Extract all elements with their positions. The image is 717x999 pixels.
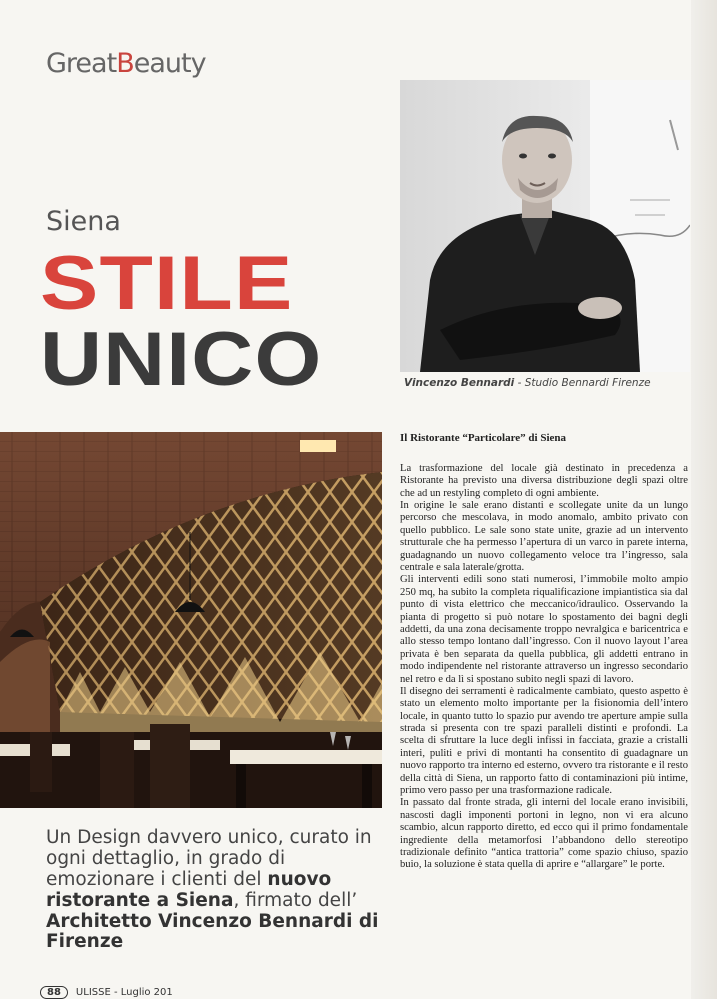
header-text-end: eauty — [133, 48, 206, 79]
portrait-caption — [404, 377, 651, 389]
article-paragraph-1: La trasformazione del locale già destinato in precedenza a Ristorante ha previsto una diversa distribuzione degli spazi oltre che ad un restyling completo di ogni ambiente. — [400, 462, 688, 499]
footer-text: ULISSE - Luglio 201 — [75, 987, 173, 998]
article-paragraph-2: In origine le sale erano distanti e scollegate unite da un lungo percorso che mescolava, in modo anomalo, ambito privato con quello pubblico. Le sale sono state unite, grazie ad un intervento strutturale che ha permesso l’apertura di un varco in parete interna, guadagnando un nuovo collegamento veloce tra l’ingresso, sala centrale e sala laterale/grotta. — [400, 500, 688, 573]
portrait-illustration — [400, 80, 690, 372]
article-body — [400, 432, 688, 872]
tagline-bold-2: Architetto Vincenzo Bennardi di Firenze — [46, 910, 379, 953]
page-edge — [691, 0, 717, 999]
caption-separator: - — [514, 377, 525, 389]
article-paragraph-3: Gli interventi edili sono stati numerosi, l’immobile molto ampio 250 mq, ha subito la completa riqualificazione impiantistica sia dal punto di vista elettrico che meccanico/idraulico. Osservando la pianta di progetto si può notare lo spostamento dei bagni degli addetti, da una zona decisamente troppo nevralgica e baricentrica e allo stesso tempo lontano dall’ingresso. Con il nuovo layout l’area privata è ben separata da quella pubblica, gli addetti entrano in modo indipendente nel ristorante attraverso un ingresso secondario nel retro e da lì si spostano subito negli spazi di lavoro. — [400, 574, 688, 685]
page-number: 88 — [40, 986, 68, 999]
tagline — [46, 828, 386, 953]
title-line-2: UNICO — [40, 317, 323, 402]
header-text: Great — [46, 48, 117, 79]
title-line-1: STILE — [40, 241, 294, 326]
tagline-text-2: , firmato dell’ — [233, 889, 358, 911]
caption-studio: Studio Bennardi Firenze — [524, 377, 651, 389]
section-header — [46, 48, 206, 79]
restaurant-illustration — [0, 432, 382, 808]
city-label: Siena — [46, 206, 121, 237]
tagline-bold-1: nuovo ristorante a Siena — [46, 868, 332, 911]
tagline-text-1: Un Design davvero unico, curato in ogni dettaglio, in grado di emozionare i clienti del — [46, 827, 372, 890]
page-footer — [40, 986, 173, 999]
article-paragraph-4: Il disegno dei serramenti è radicalmente cambiato, questo aspetto è stato un elemento molto importante per la fisionomia dell’intero locale, in quanto tutto lo spazio pur avendo tre aperture ampie sulla strada si presenta con tre spazi paralleli distinti e profondi. La scelta di sfruttare la luce degli infissi in facciata, grazie a cristalli interi, puliti e privi di montanti ha consentito di guadagnare un nuovo rapporto tra interno ed esterno, ovvero tra ristorante e il resto della città di Siena, un rapporto fatto di contaminazioni più intime, primo vero passo per una trasformazione radicale. — [400, 685, 688, 797]
restaurant-photo — [0, 432, 382, 808]
architect-portrait — [400, 80, 690, 372]
article-paragraph-5: In passato dal fronte strada, gli interni del locale erano invisibili, nascosti dagli imponenti portoni in legno, non vi era alcuno scambio, alcun rapporto diretto, ed ecco qui il primo fondamentale ingrediente della metamorfosi l’abbandono dello stereotipo tradizionale definito “antica trattoria” come spazio chiuso, spazio buio, la soluzione è stata quella di aprire e “allargare” le porte. — [400, 797, 688, 871]
header-highlight: B — [116, 48, 134, 79]
caption-name: Vincenzo Bennardi — [404, 377, 515, 389]
article-heading: Il Ristorante “Particolare” di Siena — [400, 432, 566, 444]
